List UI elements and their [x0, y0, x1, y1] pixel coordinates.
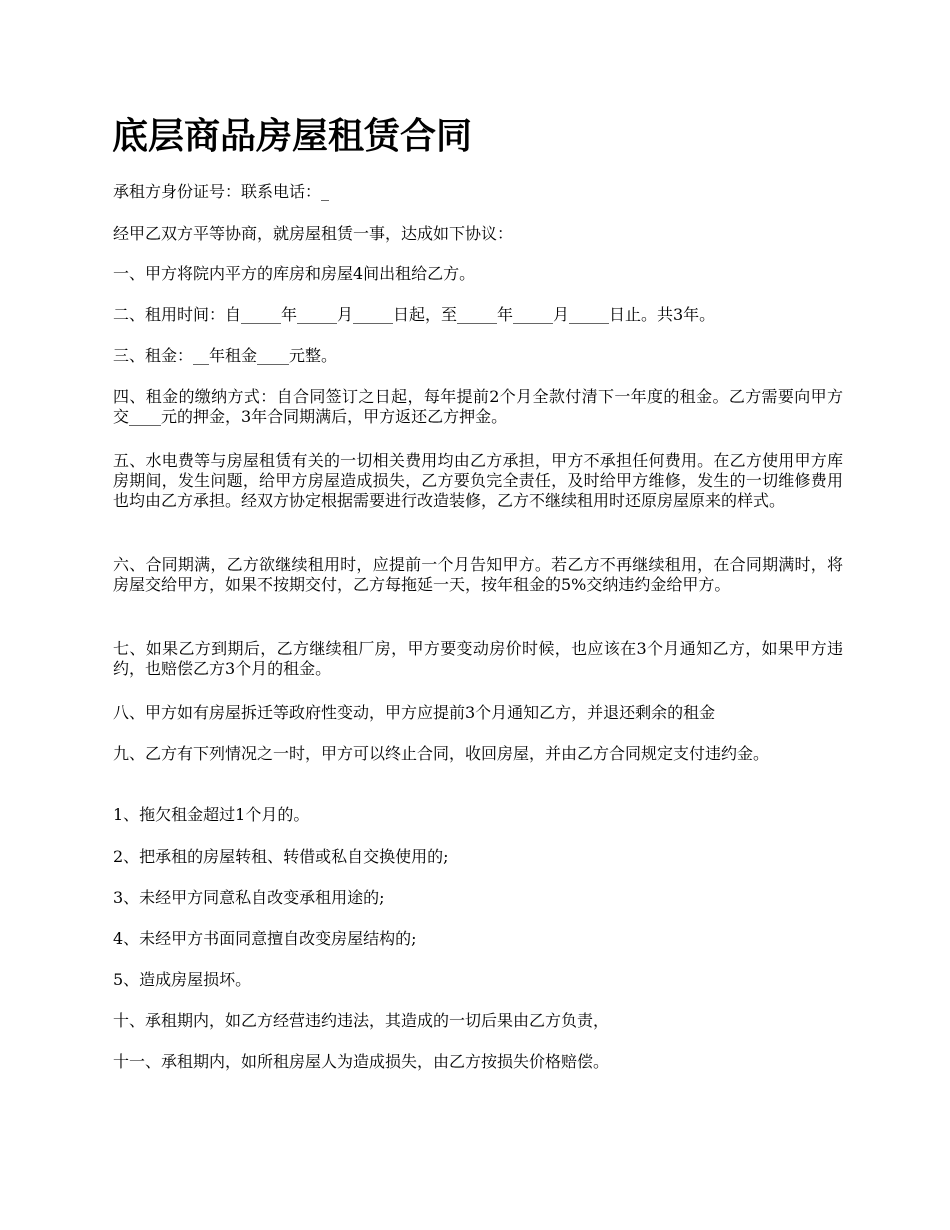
list-item-5: 5、造成房屋损坏。	[113, 970, 252, 989]
list-item-4: 4、未经甲方书面同意擅自改变房屋结构的;	[113, 929, 417, 948]
paragraph-clause-1: 一、甲方将院内平方的库房和房屋4间出租给乙方。	[113, 264, 476, 283]
paragraph-clause-2: 二、租用时间：自_____年_____月_____日起，至_____年_____月_____日止。共3年。	[113, 305, 716, 324]
paragraph-intro: 经甲乙双方平等协商，就房屋租赁一事，达成如下协议：	[113, 224, 514, 243]
list-item-3: 3、未经甲方同意私自改变承租用途的;	[113, 888, 385, 907]
paragraph-tenant-id: 承租方身份证号：联系电话：_	[113, 182, 330, 201]
list-item-1: 1、拖欠租金超过1个月的。	[113, 805, 310, 824]
paragraph-clause-8: 八、甲方如有房屋拆迁等政府性变动，甲方应提前3个月通知乙方，并退还剩余的租金	[113, 703, 716, 722]
paragraph-clause-10: 十、承租期内，如乙方经营违约违法，其造成的一切后果由乙方负责，	[113, 1011, 610, 1030]
document-title: 底层商品房屋租赁合同	[112, 115, 473, 157]
list-item-2: 2、把承租的房屋转租、转借或私自交换使用的;	[113, 847, 449, 866]
paragraph-clause-5: 五、水电费等与房屋租赁有关的一切相关费用均由乙方承担，甲方不承担任何费用。在乙方使用甲方库房期间，发生问题，给甲方房屋造成损失，乙方要负完全责任，及时给甲方维修，发生的一切维修费用也均由乙方承担。经双方协定根据需要进行改造装修，乙方不继续租用时还原房屋原来的样式。	[113, 451, 843, 510]
paragraph-clause-3: 三、租金：__年租金____元整。	[113, 346, 338, 365]
paragraph-clause-11: 十一、承租期内，如所租房屋人为造成损失，由乙方按损失价格赔偿。	[113, 1052, 610, 1071]
paragraph-clause-4: 四、租金的缴纳方式：自合同签订之日起，每年提前2个月全款付清下一年度的租金。乙方需要向甲方交____元的押金，3年合同期满后，甲方返还乙方押金。	[113, 387, 843, 426]
paragraph-clause-6: 六、合同期满，乙方欲继续租用时，应提前一个月告知甲方。若乙方不再继续租用，在合同期满时，将房屋交给甲方，如果不按期交付，乙方每拖延一天，按年租金的5%交纳违约金给甲方。	[113, 555, 843, 594]
paragraph-clause-7: 七、如果乙方到期后，乙方继续租厂房，甲方要变动房价时候，也应该在3个月通知乙方，如果甲方违约，也赔偿乙方3个月的租金。	[113, 639, 843, 678]
paragraph-clause-9: 九、乙方有下列情况之一时，甲方可以终止合同，收回房屋，并由乙方合同规定支付违约金。	[113, 744, 770, 763]
